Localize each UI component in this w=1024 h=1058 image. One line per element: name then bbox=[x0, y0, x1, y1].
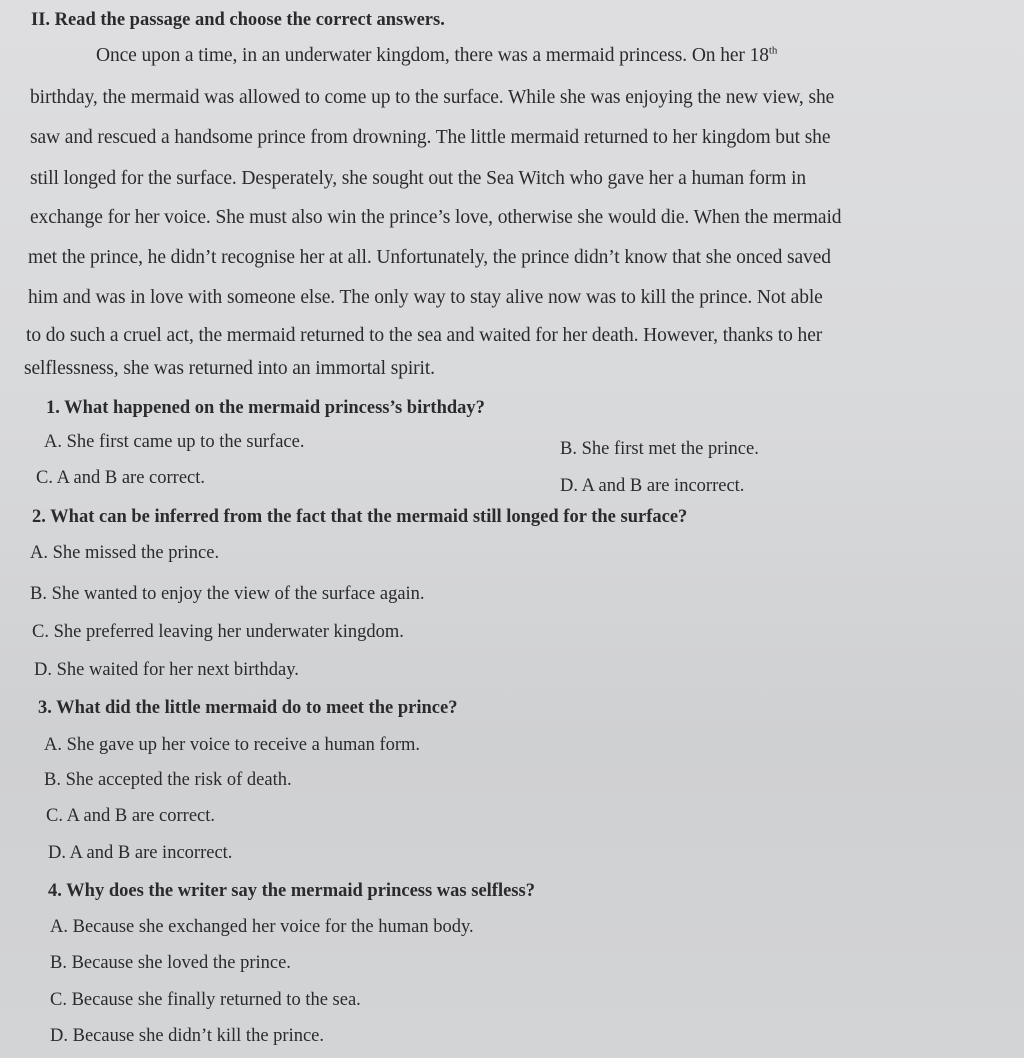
passage-line-4: still longed for the surface. Desperately, she sought out the Sea Witch who gave her a human form in bbox=[30, 168, 807, 189]
q3-option-a: A. She gave up her voice to receive a human form. bbox=[44, 735, 421, 755]
q1-option-b: B. She first met the prince. bbox=[560, 439, 759, 459]
question-3: 3. What did the little mermaid do to meet the prince? bbox=[38, 698, 458, 718]
passage-line-3: saw and rescued a handsome prince from drowning. The little mermaid returned to her kingdom but she bbox=[30, 127, 831, 148]
q1-option-c: C. A and B are correct. bbox=[36, 468, 206, 488]
q2-option-b: B. She wanted to enjoy the view of the surface again. bbox=[30, 584, 425, 604]
q4-option-d: D. Because she didn’t kill the prince. bbox=[50, 1026, 325, 1046]
q4-option-c: C. Because she finally returned to the sea. bbox=[50, 990, 361, 1010]
q3-option-d: D. A and B are incorrect. bbox=[48, 843, 233, 863]
question-1: 1. What happened on the mermaid princess’s birthday? bbox=[46, 398, 485, 418]
passage-line-1-text: Once upon a time, in an underwater kingdom, there was a mermaid princess. On her 18 bbox=[96, 45, 769, 66]
section-title: II. Read the passage and choose the correct answers. bbox=[31, 10, 445, 30]
q3-option-b: B. She accepted the risk of death. bbox=[44, 770, 292, 790]
q1-option-d: D. A and B are incorrect. bbox=[560, 476, 745, 496]
q4-option-b: B. Because she loved the prince. bbox=[50, 953, 291, 973]
q4-option-a: A. Because she exchanged her voice for the human body. bbox=[50, 917, 474, 937]
q2-option-c: C. She preferred leaving her underwater kingdom. bbox=[32, 622, 404, 642]
q2-option-d: D. She waited for her next birthday. bbox=[34, 660, 299, 680]
passage-line-2: birthday, the mermaid was allowed to come up to the surface. While she was enjoying the new view, she bbox=[30, 87, 835, 108]
question-2: 2. What can be inferred from the fact that the mermaid still longed for the surface? bbox=[32, 507, 688, 527]
q2-option-a: A. She missed the prince. bbox=[30, 543, 220, 563]
passage-line-1 bbox=[96, 44, 777, 68]
ordinal-suffix: th bbox=[768, 44, 778, 57]
q1-option-a: A. She first came up to the surface. bbox=[44, 432, 305, 452]
passage-line-8: to do such a cruel act, the mermaid returned to the sea and waited for her death. However, thanks to her bbox=[26, 325, 823, 346]
passage-line-6: met the prince, he didn’t recognise her at all. Unfortunately, the prince didn’t know that she onced saved bbox=[28, 247, 831, 268]
q3-option-c: C. A and B are correct. bbox=[46, 806, 216, 826]
passage-line-5: exchange for her voice. She must also win the prince’s love, otherwise she would die. When the mermaid bbox=[30, 207, 842, 228]
passage-line-7: him and was in love with someone else. The only way to stay alive now was to kill the prince. Not able bbox=[28, 287, 823, 308]
question-4: 4. Why does the writer say the mermaid princess was selfless? bbox=[48, 881, 535, 901]
passage-line-9: selflessness, she was returned into an immortal spirit. bbox=[24, 358, 435, 379]
